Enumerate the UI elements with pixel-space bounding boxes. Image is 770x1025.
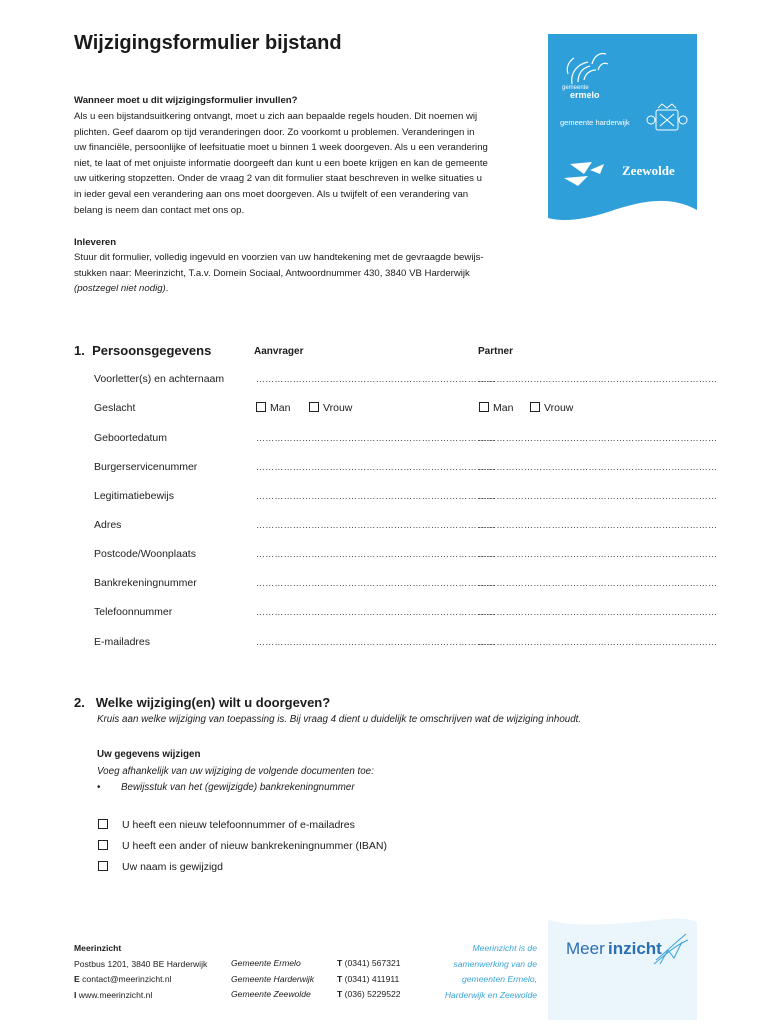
label-initials-name: Voorletter(s) en achternaam: [94, 373, 225, 385]
inleveren-paragraph: [74, 250, 544, 297]
intro-line: belang is neem dan contact met ons op.: [74, 204, 245, 216]
postage-note-period: .: [165, 283, 169, 295]
web-label: I: [74, 989, 77, 1000]
phone-value: (036) 5229522: [344, 989, 401, 1000]
footer-web: [74, 988, 207, 1004]
applicant-gender-man[interactable]: [256, 402, 290, 414]
phone-value: (0341) 567321: [344, 958, 401, 968]
section-2-heading: [74, 695, 330, 710]
intro-line: plichten. Geef daarom op tijd veranderingen door. Zo voorkomt u problemen. Veranderingen in: [74, 126, 475, 138]
phone-row: [337, 972, 401, 988]
footer-email: [74, 972, 207, 988]
option-name-changed[interactable]: [98, 861, 223, 873]
email-value[interactable]: contact@meerinzicht.nl: [82, 974, 172, 985]
page-title: Wijzigingsformulier bijstand: [74, 32, 342, 54]
column-applicant: Aanvrager: [254, 346, 304, 357]
gender-man-label: Man: [270, 402, 291, 414]
option-label: Uw naam is gewijzigd: [122, 861, 223, 873]
docs-instruction: Voeg afhankelijk van uw wijziging de volgende documenten toe:: [97, 766, 374, 777]
partner-postcode-field[interactable]: ……………………………………………………………………: [478, 549, 718, 559]
applicant-bank-field[interactable]: ……………………………………………………………………: [256, 578, 496, 588]
label-gender: Geslacht: [94, 402, 136, 414]
applicant-postcode-field[interactable]: ……………………………………………………………………: [256, 549, 496, 559]
intro-line: uw financiële, persoonlijke of leefsituatie moet u binnen 1 week doorgeven. Als u een verandering: [74, 142, 488, 154]
label-phone: Telefoonnummer: [94, 606, 173, 618]
logo-meer: Meer: [566, 939, 605, 958]
intro-heading: Wanneer moet u dit wijzigingsformulier invullen?: [74, 95, 298, 106]
ermelo-label: ermelo: [570, 90, 600, 100]
logo-background: [548, 919, 697, 1020]
tel-label: T: [337, 958, 343, 968]
footer-address: Postbus 1201, 3840 BE Harderwijk: [74, 958, 208, 969]
docs-heading: Uw gegevens wijzigen: [97, 749, 201, 760]
label-birthdate: Geboortedatum: [94, 432, 167, 444]
phone-value: (0341) 411911: [344, 973, 400, 984]
intro-line: Als u een bijstandsuitkering ontvangt, moet u zich aan bepaalde regels houden. Dit noemen wij: [74, 111, 478, 122]
option-label: U heeft een nieuw telefoonnummer of e-mailadres: [122, 819, 355, 831]
partner-phone-field[interactable]: ……………………………………………………………………: [478, 607, 718, 617]
inleveren-heading: Inleveren: [74, 237, 117, 248]
postage-note: (postzegel niet nodig): [74, 283, 166, 295]
harderwijk-label: gemeente harderwijk: [560, 118, 630, 127]
intro-line: uw uitkering stopzetten. Onder de vraag 2 van dit formulier staat beschreven in welke situaties u: [74, 173, 482, 185]
municipality: Gemeente Harderwijk: [231, 973, 315, 984]
checkbox-icon[interactable]: [98, 840, 108, 850]
applicant-bsn-field[interactable]: ……………………………………………………………………: [256, 462, 496, 472]
label-id-document: Legitimatiebewijs: [94, 490, 174, 502]
coop-line: gemeenten Ermelo,: [462, 974, 537, 985]
partner-gender-woman[interactable]: [530, 402, 573, 414]
option-label: U heeft een ander of nieuw bankrekeningnummer (IBAN): [122, 840, 387, 852]
inleveren-line: [74, 281, 544, 297]
column-partner: Partner: [478, 346, 514, 357]
coop-line: samenwerking van de: [453, 958, 537, 969]
meerinzicht-logo: [548, 920, 697, 1020]
label-address: Adres: [94, 519, 122, 531]
checkbox-icon[interactable]: [479, 402, 489, 412]
phone-row: [337, 956, 401, 972]
footer-cooperation-note: [430, 941, 537, 1003]
footer-municipalities: [231, 956, 314, 1003]
applicant-address-field[interactable]: ……………………………………………………………………: [256, 520, 496, 530]
applicant-id-field[interactable]: ……………………………………………………………………: [256, 491, 496, 501]
ermelo-small-label: gemeente: [562, 85, 589, 91]
partner-id-field[interactable]: ……………………………………………………………………: [478, 491, 718, 501]
section-2-instruction: Kruis aan welke wijziging van toepassing is. Bij vraag 4 dient u duidelijk te omschrijven wat de wijziging inhoudt.: [97, 714, 582, 725]
gender-woman-label: Vrouw: [544, 402, 574, 414]
gender-woman-label: Vrouw: [323, 402, 353, 414]
section-1-heading: [74, 343, 211, 358]
label-bsn: Burgerservicenummer: [94, 461, 198, 473]
coop-line: Meerinzicht is de: [472, 943, 537, 953]
option-phone-email-changed[interactable]: [98, 819, 355, 831]
partner-bank-field[interactable]: ……………………………………………………………………: [478, 578, 718, 588]
web-value[interactable]: www.meerinzicht.nl: [78, 989, 153, 1000]
partner-birthdate-field[interactable]: ……………………………………………………………………: [478, 433, 718, 443]
applicant-birthdate-field[interactable]: ……………………………………………………………………: [256, 433, 496, 443]
checkbox-icon[interactable]: [530, 402, 540, 412]
intro-paragraph: [74, 109, 544, 218]
municipality: Gemeente Ermelo: [231, 958, 301, 968]
gender-man-label: Man: [493, 402, 514, 414]
footer-phones: [337, 956, 401, 1003]
partner-address-field[interactable]: ……………………………………………………………………: [478, 520, 718, 530]
footer-contact: [74, 941, 207, 1003]
zeewolde-label: Zeewolde: [622, 163, 675, 178]
inleveren-line: stukken naar: Meerinzicht, T.a.v. Domein Sociaal, Antwoordnummer 430, 3840 VB Harderwijk: [74, 267, 470, 279]
section-2-number: 2.: [74, 695, 85, 710]
footer-org: Meerinzicht: [74, 943, 122, 953]
email-label: E: [74, 974, 80, 985]
bullet-text: Bewijsstuk van het (gewijzigde) bankrekeningnummer: [121, 782, 355, 793]
docs-bullet-item: [97, 782, 355, 793]
bullet-icon: •: [97, 782, 101, 793]
partner-bsn-field[interactable]: ……………………………………………………………………: [478, 462, 718, 472]
partner-gender-man[interactable]: [479, 402, 513, 414]
tel-label: T: [337, 973, 343, 984]
logo-inzicht: inzicht: [608, 939, 662, 958]
partner-name-field[interactable]: ……………………………………………………………………: [478, 374, 718, 384]
intro-line: in ieder geval een verandering aan ons moet doorgeven. Als u twijfelt of een verandering van: [74, 188, 469, 200]
label-email: E-mailadres: [94, 636, 151, 648]
label-postcode-city: Postcode/Woonplaats: [94, 548, 196, 560]
tel-label: T: [337, 989, 343, 1000]
applicant-gender-woman[interactable]: [309, 402, 352, 414]
section-1-number: 1.: [74, 343, 85, 358]
intro-line: niet, te laat of met onjuiste informatie doorgeeft dan kunt u een boete krijgen en kan de gemeente: [74, 157, 488, 169]
option-bank-account-changed[interactable]: [98, 840, 387, 852]
municipalities-logo-panel: [548, 34, 697, 220]
phone-row: [337, 987, 401, 1003]
checkbox-icon[interactable]: [98, 819, 108, 829]
municipality: Gemeente Zeewolde: [231, 989, 311, 1000]
checkbox-icon[interactable]: [256, 402, 266, 412]
applicant-phone-field[interactable]: ……………………………………………………………………: [256, 607, 496, 617]
partner-email-field[interactable]: ……………………………………………………………………: [478, 637, 718, 647]
applicant-email-field[interactable]: ……………………………………………………………………: [256, 637, 496, 647]
applicant-name-field[interactable]: ……………………………………………………………………: [256, 374, 496, 384]
checkbox-icon[interactable]: [309, 402, 319, 412]
coop-line: Harderwijk en Zeewolde: [444, 989, 537, 1000]
checkbox-icon[interactable]: [98, 861, 108, 871]
section-2-title: Welke wijziging(en) wilt u doorgeven?: [95, 695, 331, 710]
section-1-title: Persoonsgegevens: [92, 343, 212, 358]
inleveren-line: Stuur dit formulier, volledig ingevuld en voorzien van uw handtekening met de gevraagde bewijs-: [74, 252, 484, 263]
label-bank-account: Bankrekeningnummer: [94, 577, 197, 589]
